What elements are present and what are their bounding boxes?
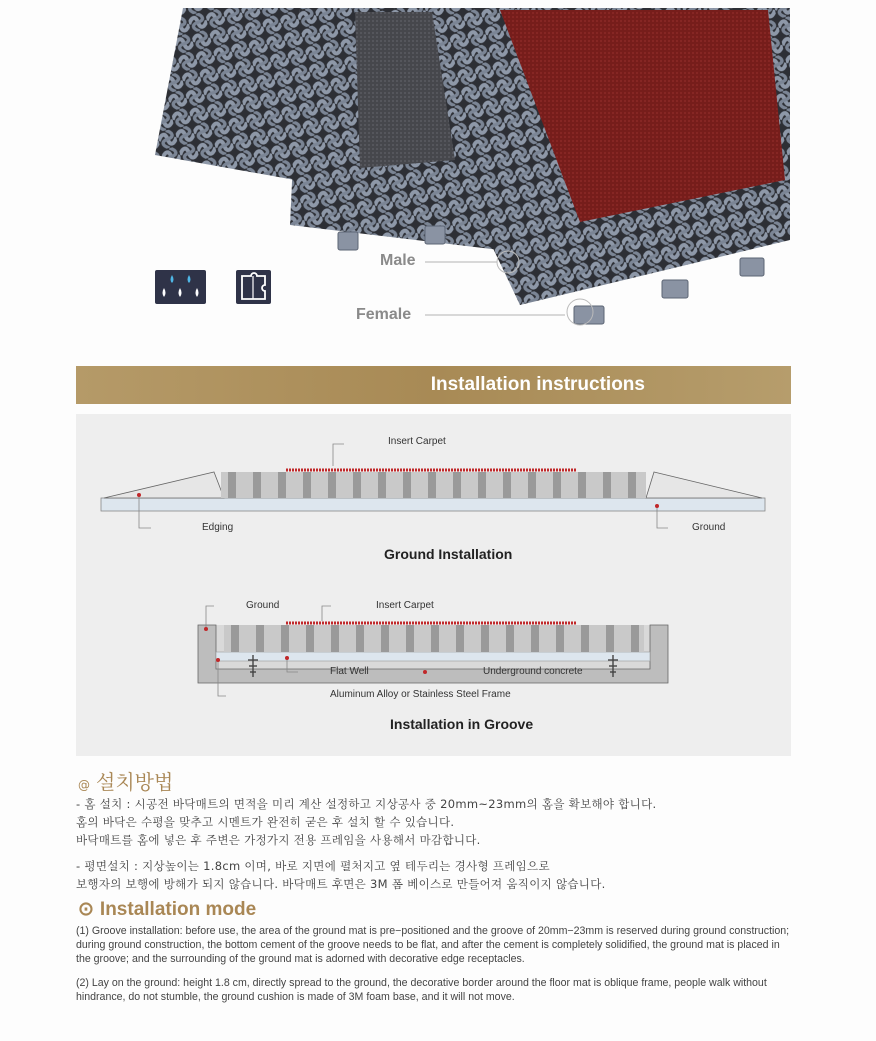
- english-heading-text: Installation mode: [99, 899, 257, 920]
- korean-line: 바닥매트를 홈에 넣은 후 주변은 가정가지 전용 프레임을 사용해서 마감합니다.: [76, 833, 481, 847]
- korean-line: 홈의 바닥은 수평을 맞추고 시멘트가 완전히 굳은 후 설치 할 수 있습니다.: [76, 815, 455, 829]
- caption-ground-installation: Ground Installation: [384, 546, 513, 562]
- korean-heading: [78, 766, 173, 795]
- korean-line: 보행자의 보행에 방해가 되지 않습니다. 바닥매트 후면은 3M 폼 베이스로 만들어져 움직이지 않습니다.: [76, 877, 606, 891]
- water-drainage-icon: [155, 270, 206, 304]
- label-insert-carpet-ground: Insert Carpet: [388, 436, 446, 447]
- male-callout: Male: [380, 252, 416, 269]
- label-underground-concrete: Underground concrete: [483, 666, 583, 677]
- caption-installation-in-groove: Installation in Groove: [390, 716, 534, 732]
- korean-heading-text: 설치방법: [96, 770, 174, 794]
- label-insert-carpet-groove: Insert Carpet: [376, 600, 434, 611]
- korean-line: - 평면설치 : 지상높이는 1.8cm 이며, 바로 지면에 펼처지고 옆 테두리는 경사형 프레임으로: [76, 859, 550, 873]
- section-header-band: [76, 366, 791, 404]
- korean-heading-prefix: @: [78, 778, 90, 792]
- product-hero-image: [0, 0, 876, 350]
- english-heading-prefix: ⊙: [78, 899, 94, 920]
- english-paragraph: (2) Lay on the ground: height 1.8 cm, directly spread to the ground, the decorative border around the floor mat is oblique frame, people walk without hindrance, do not stumble, the ground cushion is made of 3M foam base, and it will not move.: [76, 977, 767, 1003]
- female-callout: Female: [356, 306, 412, 323]
- mat-tile-left: [155, 8, 300, 180]
- label-frame: Aluminum Alloy or Stainless Steel Frame: [330, 689, 511, 700]
- label-ground-right: Ground: [692, 522, 726, 533]
- installation-diagram-panel: [76, 414, 791, 756]
- label-ground-groove: Ground: [246, 600, 280, 611]
- label-edging: Edging: [202, 522, 234, 533]
- label-flat-well: Flat Well: [330, 666, 369, 677]
- section-title: Installation instructions: [430, 374, 645, 395]
- english-paragraph: (1) Groove installation: before use, the area of the ground mat is pre−positioned and the groove of 20mm−23mm is reserved during ground construction; during ground construction, the bottom cement of the groove needs to be flat, and after the cement is completely solidified, the ground mat is placed in the groove; and the surrounding of the ground mat is adorned with decorative edge receptacles.: [76, 925, 790, 965]
- english-heading: [78, 898, 256, 921]
- puzzle-interlock-icon: [236, 270, 271, 304]
- korean-line: - 홈 설치 : 시공전 바닥매트의 면적을 미리 계산 설정하고 지상공사 중 20mm~23mm의 홈을 확보해야 합니다.: [76, 797, 657, 811]
- installation-diagrams: [76, 414, 791, 756]
